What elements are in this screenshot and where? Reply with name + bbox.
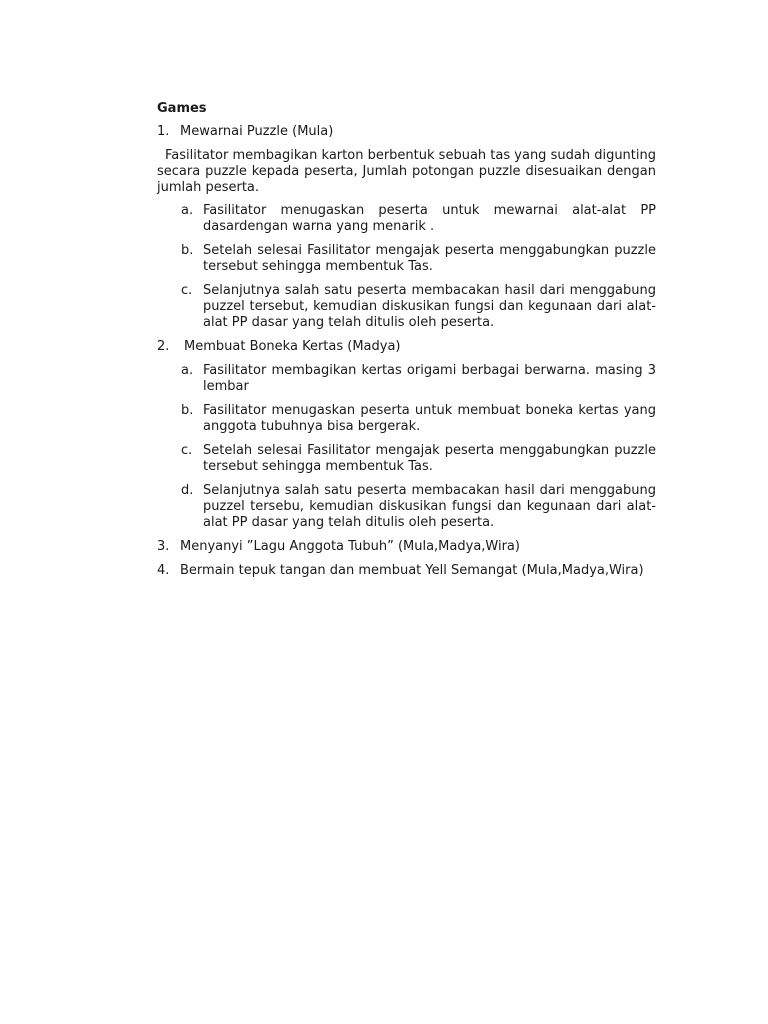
sub-item-letter: c. <box>181 283 193 298</box>
sub-item-text: Selanjutnya salah satu peserta membacakan hasil dari menggabung puzzel tersebut, kemudian diskusikan fungsi dan kegunaan dari alat-alat PP dasar yang telah ditulis oleh peserta. <box>203 283 656 330</box>
sub-item-2a <box>157 363 656 395</box>
sub-item-text: Selanjutnya salah satu peserta membacakan hasil dari menggabung puzzel tersebu, kemudian diskusikan fungsi dan kegunaan dari alat-alat PP dasar yang telah ditulis oleh peserta. <box>203 483 656 530</box>
item-number: 3. <box>157 539 170 554</box>
sub-item-letter: a. <box>181 363 194 378</box>
sub-item-letter: d. <box>181 483 194 498</box>
item-number: 4. <box>157 563 170 578</box>
sub-item-1a <box>157 203 656 235</box>
sub-item-text: Setelah selesai Fasilitator mengajak peserta menggabungkan puzzle tersebut sehingga membentuk Tas. <box>203 243 656 274</box>
item-heading: Bermain tepuk tangan dan membuat Yell Semangat (Mula,Madya,Wira) <box>180 563 644 578</box>
sub-item-2d <box>157 483 656 531</box>
sub-item-2c <box>157 443 656 475</box>
list-item-4 <box>157 563 656 579</box>
sub-item-1b <box>157 243 656 275</box>
item-number: 2. <box>157 339 170 354</box>
sub-item-text: Fasilitator menugaskan peserta untuk mewarnai alat-alat PP dasardengan warna yang menarik . <box>203 203 656 234</box>
list-item-1 <box>157 124 656 140</box>
sub-item-letter: b. <box>181 243 194 258</box>
sub-item-2b <box>157 403 656 435</box>
item-heading: Membuat Boneka Kertas (Madya) <box>184 339 401 354</box>
sub-item-1c <box>157 283 656 331</box>
section-title: Games <box>157 101 207 116</box>
sub-item-text: Fasilitator menugaskan peserta untuk membuat boneka kertas yang anggota tubuhnya bisa bergerak. <box>203 403 656 434</box>
document-page <box>157 101 656 587</box>
item-heading: Mewarnai Puzzle (Mula) <box>180 124 334 139</box>
item-description: Fasilitator membagikan karton berbentuk sebuah tas yang sudah digunting secara puzzle kepada peserta, Jumlah potongan puzzle disesuaikan dengan jumlah peserta. <box>157 148 656 195</box>
item-number: 1. <box>157 124 170 139</box>
sub-item-text: Fasilitator membagikan kertas origami berbagai berwarna. masing 3 lembar <box>203 363 656 394</box>
sub-item-letter: a. <box>181 203 194 218</box>
list-item-2 <box>157 339 656 355</box>
sub-item-text: Setelah selesai Fasilitator mengajak peserta menggabungkan puzzle tersebut sehingga membentuk Tas. <box>203 443 656 474</box>
list-item-3 <box>157 539 656 555</box>
sub-item-letter: b. <box>181 403 194 418</box>
sub-item-letter: c. <box>181 443 193 458</box>
item-heading: Menyanyi ”Lagu Anggota Tubuh” (Mula,Madya,Wira) <box>180 539 520 554</box>
